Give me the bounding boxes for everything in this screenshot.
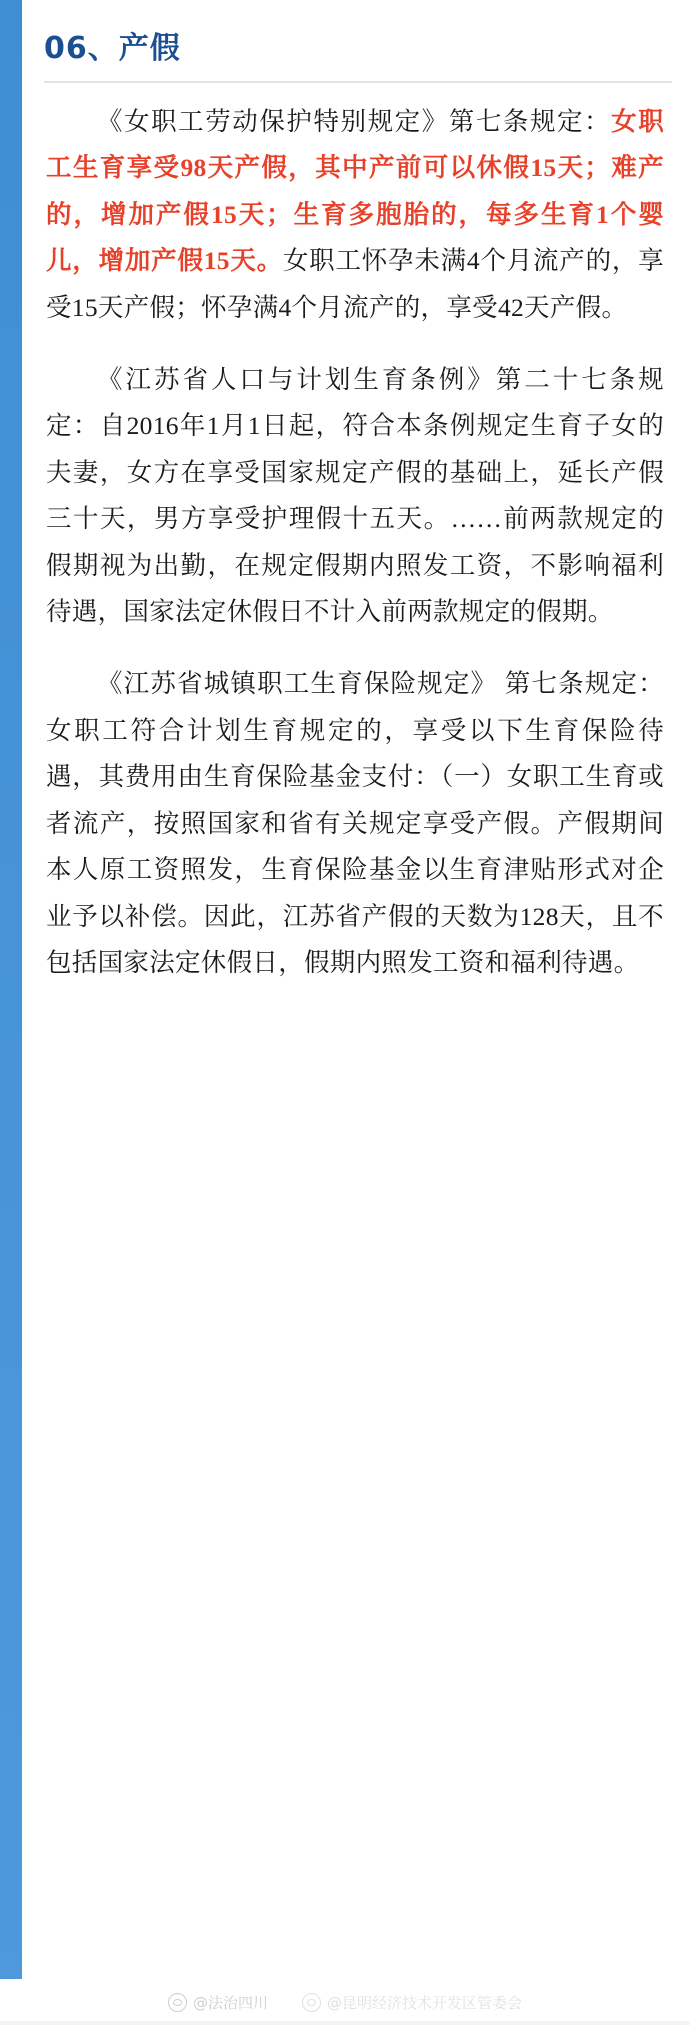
paragraph-1-run-1: 《女职工劳动保护特别规定》第七条规定： xyxy=(97,107,612,136)
watermark-2 xyxy=(302,1992,522,2013)
paragraph-1-run-2-highlight: 女职工生育享受98天产假，其中产前可以休假15天；难产的，增加产假15天；生育多胞胎的，每多生育1个婴儿，增加产假15天。 xyxy=(46,107,665,276)
section-heading xyxy=(44,18,672,83)
document-content xyxy=(22,0,690,2025)
page-title: 06、产假 xyxy=(44,31,181,66)
paragraph-2-run-1: 《江苏省人口与计划生育条例》第二十七条规定：自2016年1月1日起，符合本条例规定生育子女的夫妻，女方在享受国家规定产假的基础上，延长产假三十天，男方享受护理假十五天。……前两款规定的假期视为出勤，在规定假期内照发工资，不影响福利待遇，国家法定休假日不计入前两款规定的假期。 xyxy=(46,365,664,627)
watermark-2-label: @昆明经济技术开发区管委会 xyxy=(327,1993,523,2012)
paragraph-3-run-1: 《江苏省城镇职工生育保险规定》 第七条规定：女职工符合计划生育规定的，享受以下生育保险待遇，其费用由生育保险基金支付：（一）女职工生育或者流产，按照国家和省有关规定享受产假。产假期间本人原工资照发，生育保险基金以生育津贴形式对企业予以补偿。因此，江苏省产假的天数为128天，且不包括国家法定休假日，假期内照发工资和福利待遇。 xyxy=(46,669,664,977)
watermark-1-label: @法治四川 xyxy=(192,1993,268,2012)
body-text xyxy=(22,83,690,986)
footer-watermarks xyxy=(0,1979,690,2025)
paragraph-1 xyxy=(46,99,664,331)
weibo-icon xyxy=(302,1993,321,2012)
paragraph-3 xyxy=(46,661,664,986)
bottom-divider xyxy=(0,2021,690,2025)
weibo-icon xyxy=(168,1993,187,2012)
watermark-1 xyxy=(168,1992,268,2013)
paragraph-2 xyxy=(46,357,664,635)
left-accent-bar xyxy=(0,0,22,2025)
paragraph-1-run-3: 女职工怀孕未满4个月流产的，享受15天产假；怀孕满4个月流产的，享受42天产假。 xyxy=(46,246,664,322)
